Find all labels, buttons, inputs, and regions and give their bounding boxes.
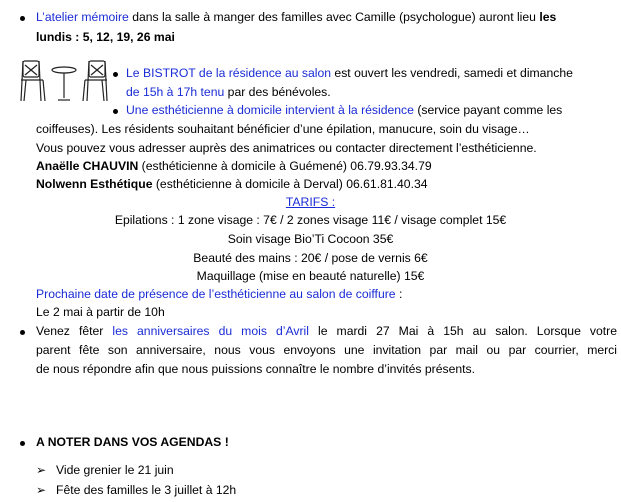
atelier-les: les [539,10,557,24]
contact-nolwenn [36,175,428,195]
agenda-title: A NOTER DANS VOS AGENDAS ! [36,435,229,449]
bistrot-hours: de 15h à 17h tenu [126,85,225,99]
bullet-estheticienne [113,109,118,114]
next-date-colon: : [395,287,403,301]
estheticienne-text: (service payant comme les [413,103,563,117]
next-date-title: Prochaine date de présence de l’esthéticienne au salon de coiffure [36,287,396,301]
contact-chauvin-text: (esthéticienne à domicile à Guémené) 06.79.93.34.79 [138,159,432,173]
next-date-heading [36,285,402,305]
bullet-atelier [20,16,25,21]
atelier-dates: lundis : 5, 12, 19, 26 mai [36,30,175,44]
next-date-value: Le 2 mai à partir de 10h [36,305,165,319]
anniversaires-text: Venez fêter [36,324,113,338]
contact-chauvin-name: Anaëlle CHAUVIN [36,159,139,173]
anniversaires-highlight: les anniversaires du mois d’Avril [112,324,309,338]
contact-nolwenn-name: Nolwenn Esthétique [36,177,153,191]
anniversaires-line-1 [36,322,617,342]
estheticienne-title: Une esthéticienne à domicile intervient à la résidence [126,103,414,117]
bistrot-text: est ouvert les vendredi, samedi et dimanche [331,66,573,80]
contact-nolwenn-text: (esthéticienne à domicile à Derval) 06.61.81.40.34 [152,177,428,191]
estheticienne-line-1 [126,101,562,121]
estheticienne-line-3: Vous pouvez vous adresser auprès des animatrices ou contacter directement l’esthéticienne. [36,141,537,155]
bistrot-line-1 [126,64,573,84]
bullet-agenda [20,441,25,446]
anniversaires-text-2: le mardi 27 Mai à 15h au salon. Lorsque votre [308,324,617,338]
tarif-soin-visage: Soin visage Bio’Ti Cocoon 35€ [227,232,394,246]
contact-chauvin [36,157,432,177]
bullet-anniversaires [20,330,25,335]
estheticienne-line-2: coiffeuses). Les résidents souhaitant bénéficier d’une épilation, manucure, soin du visage… [36,122,530,136]
bistrot-line-2 [126,83,331,103]
anniversaires-line-3: de nous répondre afin que nous puissions connaître le nombre d’invités présents. [36,362,476,376]
agenda-item-fete-familles: Fête des familles le 3 juillet à 12h [56,483,237,497]
tarif-epilations: Epilations : 1 zone visage : 7€ / 2 zones visage 11€ / visage complet 15€ [114,213,507,227]
tarif-mains: Beauté des mains : 20€ / pose de vernis 6€ [193,251,428,265]
tarif-maquillage: Maquillage (mise en beauté naturelle) 15€ [196,269,425,283]
bullet-bistrot [113,72,118,77]
arrow-icon: ➢ [36,463,47,477]
bistro-chairs-icon [18,58,110,104]
atelier-title: L’atelier mémoire [36,10,129,24]
tarifs-title: TARIFS : [285,195,336,209]
bistrot-title: Le BISTROT de la résidence au salon [126,66,332,80]
agenda-item-vide-grenier: Vide grenier le 21 juin [56,463,174,477]
bistrot-text-2: par des bénévoles. [224,85,331,99]
atelier-text: dans la salle à manger des familles avec Camille (psychologue) auront lieu [128,10,540,24]
anniversaires-line-2: parent fête son anniversaire, nous vous envoyons une invitation par mail ou par courrier, merci [36,343,617,357]
tarifs-heading [0,193,621,213]
atelier-line-1 [36,8,556,28]
arrow-icon: ➢ [36,483,47,497]
